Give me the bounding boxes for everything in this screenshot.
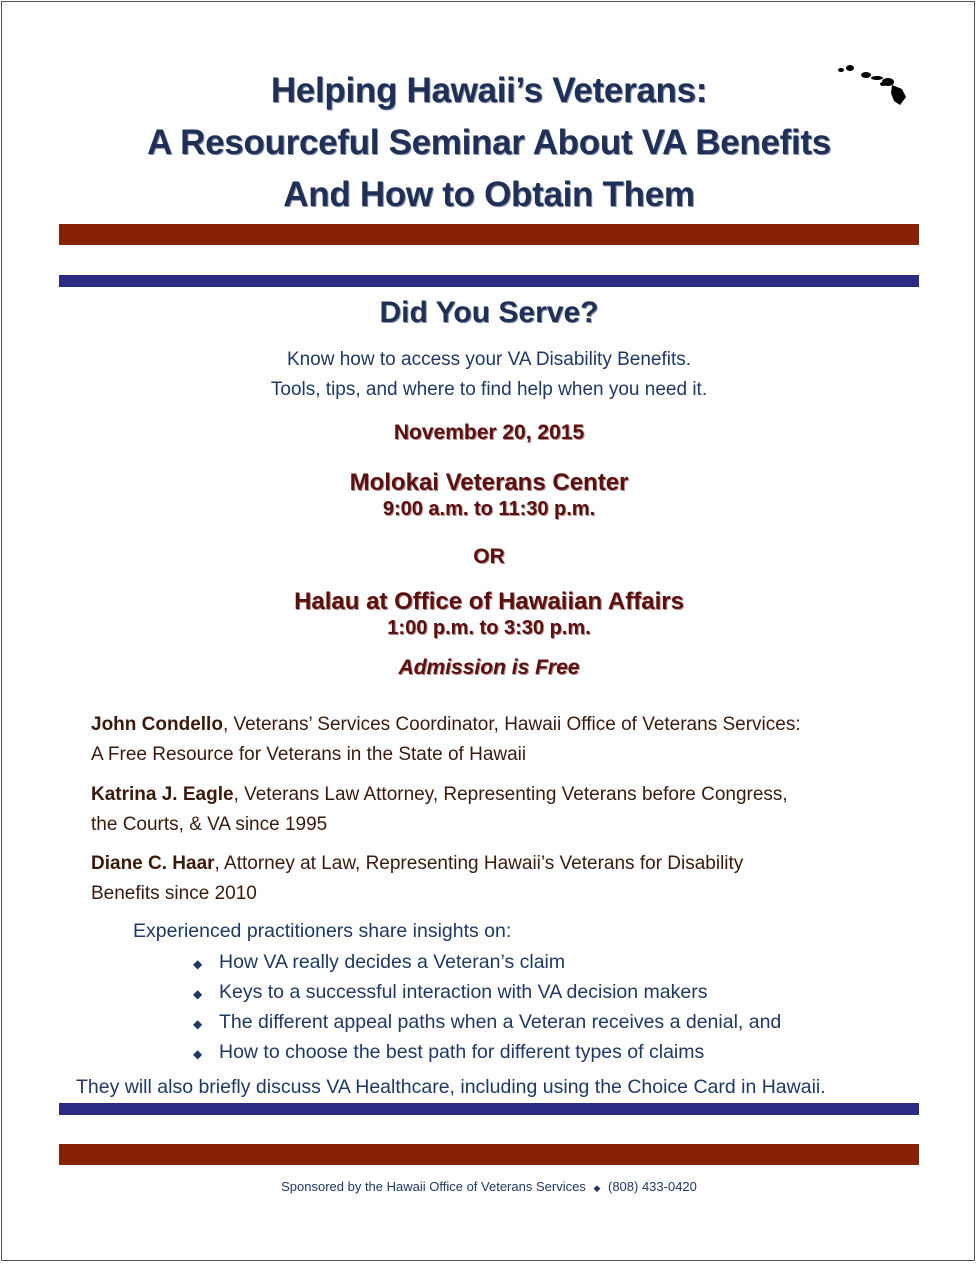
title-line-1: Helping Hawaii’s Veterans: [270,71,708,110]
red-divider-bottom [59,1144,919,1165]
diamond-bullet-icon: ◆ [193,1047,203,1061]
bullet-item-3: The different appeal paths when a Veteran receives a denial, and [219,1011,782,1033]
speaker-3-name: Diane C. Haar [91,853,215,874]
footer-separator-icon: ◆ [593,1183,601,1193]
blue-divider-bottom [59,1103,919,1115]
footer [0,1179,978,1194]
speaker-1 [91,710,881,770]
bullet-item-4: How to choose the best path for different types of claims [219,1041,705,1063]
venue-1-name: Molokai Veterans Center [349,469,629,496]
speaker-1-line-2: A Free Resource for Veterans in the State of Hawaii [91,744,527,765]
title-line-3: And How to Obtain Them [283,175,695,214]
bullet-item-1: How VA really decides a Veteran’s claim [219,951,566,973]
speaker-3-line-2: Benefits since 2010 [91,883,257,904]
footer-phone: (808) 433-0420 [607,1179,697,1194]
admission-note: Admission is Free [398,656,580,679]
red-divider-top [59,224,919,245]
venue-2-name: Halau at Office of Hawaiian Affairs [294,588,684,615]
or-separator: OR [473,545,505,568]
speaker-2-line-2: the Courts, & VA since 1995 [91,814,328,835]
venue-1-time: 9:00 a.m. to 11:30 p.m. [382,498,596,520]
speaker-3-line-1: , Attorney at Law, Representing Hawaii’s Veterans for Disability [214,853,744,874]
diamond-bullet-icon: ◆ [193,957,203,971]
speaker-1-line-1: , Veterans’ Services Coordinator, Hawaii Office of Veterans Services: [222,714,801,735]
speaker-2-name: Katrina J. Eagle [91,784,234,805]
blue-divider-top [59,275,919,287]
speaker-2 [91,780,881,840]
section-heading: Did You Serve? [379,296,599,329]
diamond-bullet-icon: ◆ [193,987,203,1001]
diamond-bullet-icon: ◆ [193,1017,203,1031]
closing-note: They will also briefly discuss VA Healthcare, including using the Choice Card in Hawaii. [76,1076,826,1098]
intro-line-2: Tools, tips, and where to find help when you need it. [270,379,708,400]
bullet-item-2: Keys to a successful interaction with VA decision makers [219,981,708,1003]
speaker-3 [91,849,881,909]
footer-sponsor: Sponsored by the Hawaii Office of Veterans Services [281,1179,586,1194]
intro-line-1: Know how to access your VA Disability Benefits. [286,349,692,370]
speaker-2-line-1: , Veterans Law Attorney, Representing Veterans before Congress, [233,784,788,805]
title-line-2: A Resourceful Seminar About VA Benefits [147,123,831,162]
insights-intro: Experienced practitioners share insights on: [133,920,512,942]
event-date: November 20, 2015 [393,421,585,444]
speaker-1-name: John Condello [91,714,223,735]
venue-2-time: 1:00 p.m. to 3:30 p.m. [387,617,591,639]
